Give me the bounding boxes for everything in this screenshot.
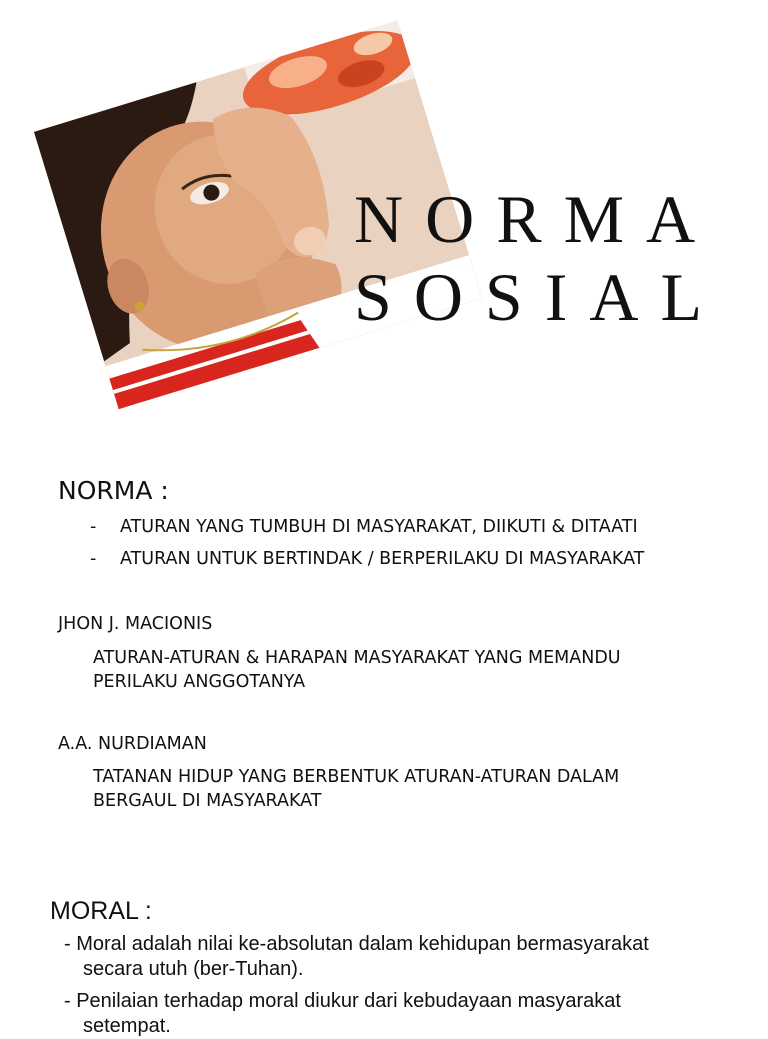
definition-line: PERILAKU ANGGOTANYA <box>93 672 306 692</box>
title-line-2: SOSIAL <box>354 259 725 335</box>
norma-bullet <box>90 517 638 537</box>
moral-heading: MORAL : <box>50 897 152 925</box>
moral-item-line: setempat. <box>83 1015 171 1037</box>
definition-line: TATANAN HIDUP YANG BERBENTUK ATURAN-ATURAN DALAM <box>93 767 620 787</box>
bullet-dash: - <box>90 517 97 537</box>
page-title <box>354 180 725 336</box>
definition-text <box>93 765 713 813</box>
moral-item-line: secara utuh (ber-Tuhan). <box>83 958 304 980</box>
definition-text <box>93 646 713 694</box>
bullet-text: ATURAN UNTUK BERTINDAK / BERPERILAKU DI MASYARAKAT <box>120 549 645 569</box>
moral-item-line: - Penilaian terhadap moral diukur dari kebudayaan masyarakat <box>64 990 621 1012</box>
moral-item-line: - Moral adalah nilai ke-absolutan dalam kehidupan bermasyarakat <box>64 933 649 955</box>
definition-line: BERGAUL DI MASYARAKAT <box>93 791 322 811</box>
bullet-text: ATURAN YANG TUMBUH DI MASYARAKAT, DIIKUTI & DITAATI <box>120 517 638 537</box>
definition-line: ATURAN-ATURAN & HARAPAN MASYARAKAT YANG MEMANDU <box>93 648 621 668</box>
bullet-dash: - <box>90 549 97 569</box>
definition-source: A.A. NURDIAMAN <box>58 734 207 754</box>
definition-source: JHON J. MACIONIS <box>58 614 213 634</box>
norma-heading: NORMA : <box>58 476 169 505</box>
moral-item <box>64 932 744 982</box>
norma-bullet <box>90 549 644 569</box>
title-line-1: NORMA <box>354 181 718 257</box>
moral-item <box>64 989 744 1039</box>
